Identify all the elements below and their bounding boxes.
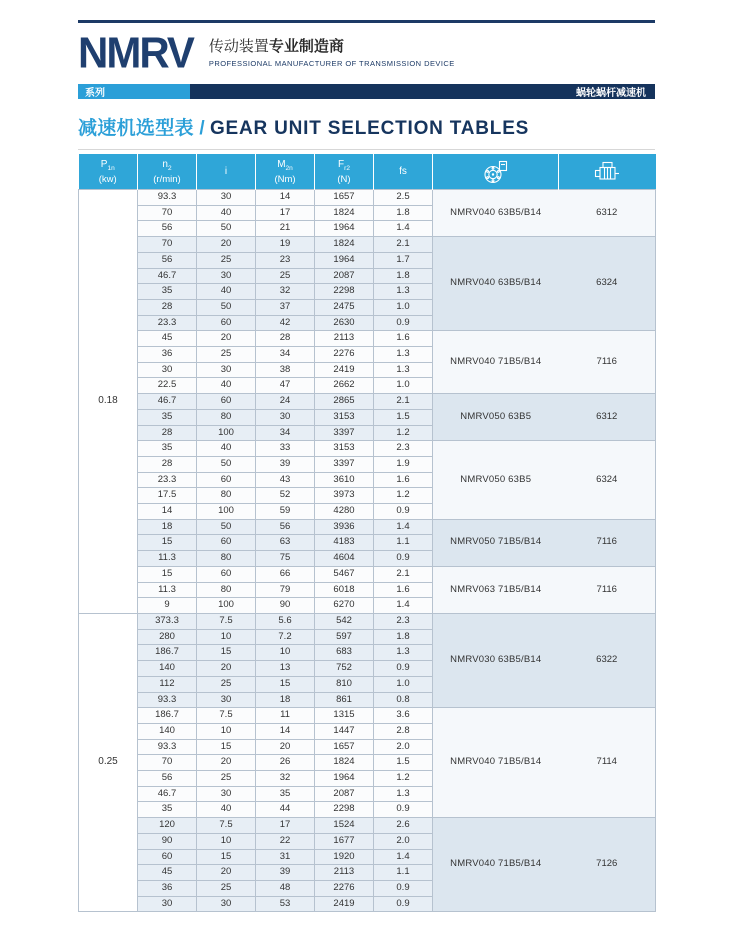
cell-fr2: 1315	[315, 708, 374, 724]
cell-m2n: 17	[256, 818, 315, 834]
col-header-torque: $M_{2n}$ (Nm)	[256, 154, 315, 190]
series-label: 系列	[78, 84, 190, 99]
cell-fr2: 3973	[315, 488, 374, 504]
cell-fs: 0.9	[374, 802, 433, 818]
cell-i: 50	[197, 519, 256, 535]
cell-m2n: 39	[256, 456, 315, 472]
bearing-cell: 6312	[559, 190, 656, 237]
cell-n2: 23.3	[138, 472, 197, 488]
col-header-power: $P_{1n}$ (kw)	[79, 154, 138, 190]
cell-n2: 56	[138, 221, 197, 237]
cell-m2n: 32	[256, 771, 315, 787]
cell-fr2: 861	[315, 692, 374, 708]
cell-m2n: 19	[256, 237, 315, 253]
cell-fs: 1.3	[374, 362, 433, 378]
cell-m2n: 18	[256, 692, 315, 708]
cell-n2: 70	[138, 755, 197, 771]
cell-fs: 2.0	[374, 739, 433, 755]
col-header-radial-load: $F_{r2}$ (N)	[315, 154, 374, 190]
cell-fr2: 1964	[315, 221, 374, 237]
motor-icon	[592, 159, 622, 185]
cell-i: 15	[197, 645, 256, 661]
col-header-service-factor: fs	[374, 154, 433, 190]
cell-n2: 35	[138, 802, 197, 818]
cell-fs: 2.0	[374, 833, 433, 849]
cell-m2n: 11	[256, 708, 315, 724]
cell-m2n: 33	[256, 441, 315, 457]
cell-fr2: 2276	[315, 347, 374, 363]
cell-fr2: 1677	[315, 833, 374, 849]
bearing-cell: 6322	[559, 613, 656, 707]
cell-m2n: 20	[256, 739, 315, 755]
cell-fs: 1.8	[374, 268, 433, 284]
table-row	[79, 708, 656, 724]
cell-fs: 2.6	[374, 818, 433, 834]
product-category-label: 蜗轮蜗杆减速机	[190, 84, 655, 99]
cell-n2: 45	[138, 865, 197, 881]
cell-i: 7.5	[197, 613, 256, 629]
cell-fr2: 542	[315, 613, 374, 629]
cell-m2n: 75	[256, 551, 315, 567]
cell-fr2: 3153	[315, 441, 374, 457]
cell-n2: 36	[138, 880, 197, 896]
cell-n2: 35	[138, 441, 197, 457]
cell-fs: 2.5	[374, 190, 433, 206]
cell-i: 80	[197, 582, 256, 598]
cell-fs: 2.3	[374, 613, 433, 629]
cell-m2n: 37	[256, 299, 315, 315]
cell-i: 7.5	[197, 818, 256, 834]
cell-n2: 46.7	[138, 786, 197, 802]
cell-fs: 1.5	[374, 755, 433, 771]
cell-fs: 1.6	[374, 331, 433, 347]
cell-fs: 1.3	[374, 284, 433, 300]
cell-fr2: 4183	[315, 535, 374, 551]
cell-i: 60	[197, 315, 256, 331]
bearing-cell: 7116	[559, 331, 656, 394]
gear-selection-table	[78, 154, 656, 912]
model-cell: NMRV063 71B5/B14	[433, 566, 559, 613]
cell-n2: 112	[138, 676, 197, 692]
model-cell: NMRV040 71B5/B14	[433, 708, 559, 818]
cell-fs: 1.6	[374, 472, 433, 488]
cell-fs: 0.9	[374, 315, 433, 331]
cell-i: 60	[197, 566, 256, 582]
cell-m2n: 79	[256, 582, 315, 598]
cell-m2n: 44	[256, 802, 315, 818]
cell-n2: 15	[138, 535, 197, 551]
cell-m2n: 63	[256, 535, 315, 551]
table-row	[79, 566, 656, 582]
cell-i: 60	[197, 472, 256, 488]
cell-n2: 70	[138, 237, 197, 253]
cell-fs: 1.0	[374, 676, 433, 692]
cell-m2n: 15	[256, 676, 315, 692]
cell-i: 25	[197, 252, 256, 268]
cell-m2n: 13	[256, 661, 315, 677]
cell-n2: 140	[138, 723, 197, 739]
table-row	[79, 818, 656, 834]
cell-n2: 93.3	[138, 190, 197, 206]
tagline-cn-regular: 传动装置	[208, 38, 269, 55]
brand-logo: NMRV	[78, 28, 193, 77]
cell-n2: 93.3	[138, 692, 197, 708]
cell-m2n: 56	[256, 519, 315, 535]
cell-n2: 15	[138, 566, 197, 582]
cell-n2: 56	[138, 252, 197, 268]
cell-fr2: 1824	[315, 237, 374, 253]
cell-fs: 2.1	[374, 237, 433, 253]
cell-n2: 46.7	[138, 394, 197, 410]
cell-fs: 0.9	[374, 896, 433, 912]
cell-fr2: 1657	[315, 739, 374, 755]
bearing-cell: 6324	[559, 441, 656, 520]
cell-fr2: 2276	[315, 880, 374, 896]
cell-i: 60	[197, 535, 256, 551]
cell-fs: 2.1	[374, 394, 433, 410]
cell-n2: 11.3	[138, 582, 197, 598]
cell-fr2: 2113	[315, 865, 374, 881]
cell-fr2: 597	[315, 629, 374, 645]
cell-n2: 120	[138, 818, 197, 834]
cell-m2n: 59	[256, 504, 315, 520]
cell-n2: 186.7	[138, 708, 197, 724]
cell-fs: 1.7	[374, 252, 433, 268]
cell-i: 10	[197, 629, 256, 645]
cell-fr2: 3936	[315, 519, 374, 535]
page-title-en: GEAR UNIT SELECTION TABLES	[209, 118, 530, 139]
cell-i: 100	[197, 598, 256, 614]
cell-i: 30	[197, 362, 256, 378]
cell-m2n: 21	[256, 221, 315, 237]
model-cell: NMRV050 63B5	[433, 394, 559, 441]
cell-fs: 2.8	[374, 723, 433, 739]
cell-fs: 1.4	[374, 221, 433, 237]
cell-m2n: 14	[256, 190, 315, 206]
cell-m2n: 28	[256, 331, 315, 347]
cell-m2n: 17	[256, 205, 315, 221]
cell-i: 30	[197, 268, 256, 284]
cell-fs: 0.9	[374, 551, 433, 567]
cell-n2: 90	[138, 833, 197, 849]
cell-fr2: 2630	[315, 315, 374, 331]
cell-fr2: 3153	[315, 409, 374, 425]
cell-fr2: 2298	[315, 284, 374, 300]
cell-m2n: 10	[256, 645, 315, 661]
series-bar	[78, 84, 655, 99]
cell-i: 20	[197, 661, 256, 677]
cell-fr2: 5467	[315, 566, 374, 582]
cell-fr2: 3610	[315, 472, 374, 488]
model-cell: NMRV040 71B5/B14	[433, 331, 559, 394]
cell-fr2: 2113	[315, 331, 374, 347]
cell-m2n: 34	[256, 347, 315, 363]
cell-m2n: 35	[256, 786, 315, 802]
cell-fr2: 1964	[315, 771, 374, 787]
cell-i: 40	[197, 205, 256, 221]
cell-fr2: 2662	[315, 378, 374, 394]
cell-n2: 140	[138, 661, 197, 677]
cell-n2: 18	[138, 519, 197, 535]
cell-fr2: 4604	[315, 551, 374, 567]
cell-n2: 60	[138, 849, 197, 865]
cell-i: 40	[197, 284, 256, 300]
cell-fs: 1.0	[374, 299, 433, 315]
cell-fr2: 4280	[315, 504, 374, 520]
cell-fr2: 1447	[315, 723, 374, 739]
cell-fr2: 810	[315, 676, 374, 692]
cell-i: 100	[197, 425, 256, 441]
top-rule	[78, 20, 655, 23]
table-row	[79, 331, 656, 347]
cell-n2: 45	[138, 331, 197, 347]
bearing-cell: 7116	[559, 519, 656, 566]
cell-fs: 1.3	[374, 786, 433, 802]
bearing-cell: 7114	[559, 708, 656, 818]
cell-fs: 1.0	[374, 378, 433, 394]
cell-fs: 1.2	[374, 425, 433, 441]
cell-i: 25	[197, 347, 256, 363]
cell-m2n: 22	[256, 833, 315, 849]
cell-n2: 17.5	[138, 488, 197, 504]
cell-fs: 3.6	[374, 708, 433, 724]
cell-i: 40	[197, 802, 256, 818]
tagline-en: PROFESSIONAL MANUFACTURER OF TRANSMISSION DEVICE	[208, 59, 455, 68]
cell-fs: 1.4	[374, 849, 433, 865]
cell-fr2: 2419	[315, 896, 374, 912]
cell-fs: 1.2	[374, 771, 433, 787]
cell-i: 25	[197, 880, 256, 896]
cell-n2: 28	[138, 299, 197, 315]
cell-i: 7.5	[197, 708, 256, 724]
cell-fs: 0.9	[374, 661, 433, 677]
cell-m2n: 47	[256, 378, 315, 394]
cell-fs: 1.4	[374, 598, 433, 614]
power-value: 0.25	[79, 613, 138, 911]
cell-m2n: 26	[256, 755, 315, 771]
cell-m2n: 38	[256, 362, 315, 378]
cell-i: 25	[197, 676, 256, 692]
cell-n2: 56	[138, 771, 197, 787]
cell-fr2: 1964	[315, 252, 374, 268]
cell-fs: 0.9	[374, 880, 433, 896]
cell-n2: 93.3	[138, 739, 197, 755]
cell-n2: 14	[138, 504, 197, 520]
cell-fs: 2.1	[374, 566, 433, 582]
table-row	[79, 394, 656, 410]
cell-n2: 35	[138, 284, 197, 300]
cell-i: 50	[197, 299, 256, 315]
brand-tagline	[209, 31, 455, 68]
cell-n2: 186.7	[138, 645, 197, 661]
cell-fs: 1.1	[374, 535, 433, 551]
cell-i: 30	[197, 786, 256, 802]
gearbox-icon	[483, 159, 509, 185]
cell-n2: 30	[138, 896, 197, 912]
cell-i: 10	[197, 833, 256, 849]
cell-n2: 11.3	[138, 551, 197, 567]
model-cell: NMRV050 63B5	[433, 441, 559, 520]
cell-n2: 280	[138, 629, 197, 645]
cell-n2: 28	[138, 425, 197, 441]
cell-i: 20	[197, 865, 256, 881]
cell-n2: 36	[138, 347, 197, 363]
table-row	[79, 237, 656, 253]
cell-n2: 373.3	[138, 613, 197, 629]
cell-m2n: 34	[256, 425, 315, 441]
model-cell: NMRV050 71B5/B14	[433, 519, 559, 566]
cell-i: 20	[197, 755, 256, 771]
cell-m2n: 39	[256, 865, 315, 881]
cell-fr2: 1824	[315, 755, 374, 771]
cell-fs: 1.6	[374, 582, 433, 598]
cell-fr2: 683	[315, 645, 374, 661]
cell-m2n: 25	[256, 268, 315, 284]
cell-fs: 1.3	[374, 645, 433, 661]
cell-fs: 1.5	[374, 409, 433, 425]
cell-m2n: 24	[256, 394, 315, 410]
cell-m2n: 52	[256, 488, 315, 504]
cell-fs: 0.8	[374, 692, 433, 708]
cell-fr2: 2298	[315, 802, 374, 818]
cell-fr2: 2087	[315, 268, 374, 284]
cell-n2: 28	[138, 456, 197, 472]
col-header-motor-bearing	[559, 154, 656, 190]
cell-i: 30	[197, 190, 256, 206]
cell-fr2: 2475	[315, 299, 374, 315]
cell-fr2: 752	[315, 661, 374, 677]
bearing-cell: 7116	[559, 566, 656, 613]
cell-fs: 1.4	[374, 519, 433, 535]
cell-i: 50	[197, 221, 256, 237]
cell-fs: 1.8	[374, 205, 433, 221]
col-header-gearbox	[433, 154, 559, 190]
table-row	[79, 441, 656, 457]
cell-i: 80	[197, 409, 256, 425]
cell-i: 80	[197, 488, 256, 504]
cell-m2n: 14	[256, 723, 315, 739]
cell-i: 20	[197, 331, 256, 347]
cell-fr2: 1657	[315, 190, 374, 206]
cell-m2n: 5.6	[256, 613, 315, 629]
cell-i: 100	[197, 504, 256, 520]
bearing-cell: 6324	[559, 237, 656, 331]
cell-fr2: 3397	[315, 425, 374, 441]
cell-m2n: 53	[256, 896, 315, 912]
cell-fs: 1.9	[374, 456, 433, 472]
model-cell: NMRV040 63B5/B14	[433, 190, 559, 237]
cell-fs: 1.1	[374, 865, 433, 881]
col-header-speed: $n_2$ (r/min)	[138, 154, 197, 190]
cell-fr2: 1524	[315, 818, 374, 834]
cell-m2n: 90	[256, 598, 315, 614]
cell-fr2: 2087	[315, 786, 374, 802]
model-cell: NMRV040 71B5/B14	[433, 818, 559, 912]
cell-i: 15	[197, 739, 256, 755]
cell-fr2: 6018	[315, 582, 374, 598]
cell-fr2: 2419	[315, 362, 374, 378]
bearing-cell: 6312	[559, 394, 656, 441]
cell-m2n: 7.2	[256, 629, 315, 645]
power-value: 0.18	[79, 190, 138, 614]
tagline-cn-bold: 专业制造商	[268, 38, 344, 55]
page-title	[78, 113, 655, 150]
table-row	[79, 613, 656, 629]
cell-i: 40	[197, 378, 256, 394]
brand-header	[78, 28, 655, 77]
cell-i: 15	[197, 849, 256, 865]
cell-fr2: 3397	[315, 456, 374, 472]
cell-n2: 9	[138, 598, 197, 614]
cell-i: 80	[197, 551, 256, 567]
cell-m2n: 42	[256, 315, 315, 331]
cell-m2n: 43	[256, 472, 315, 488]
cell-n2: 22.5	[138, 378, 197, 394]
cell-i: 20	[197, 237, 256, 253]
cell-m2n: 31	[256, 849, 315, 865]
col-header-ratio: i	[197, 154, 256, 190]
cell-fs: 1.3	[374, 347, 433, 363]
cell-m2n: 32	[256, 284, 315, 300]
cell-i: 10	[197, 723, 256, 739]
cell-n2: 30	[138, 362, 197, 378]
cell-n2: 35	[138, 409, 197, 425]
cell-m2n: 66	[256, 566, 315, 582]
model-cell: NMRV030 63B5/B14	[433, 613, 559, 707]
cell-fs: 0.9	[374, 504, 433, 520]
page-title-cn: 减速机选型表 /	[78, 118, 205, 139]
cell-i: 30	[197, 692, 256, 708]
cell-n2: 70	[138, 205, 197, 221]
cell-fs: 1.2	[374, 488, 433, 504]
cell-i: 60	[197, 394, 256, 410]
cell-m2n: 48	[256, 880, 315, 896]
cell-fs: 2.3	[374, 441, 433, 457]
cell-n2: 46.7	[138, 268, 197, 284]
table-row	[79, 519, 656, 535]
cell-n2: 23.3	[138, 315, 197, 331]
table-row	[79, 190, 656, 206]
cell-m2n: 23	[256, 252, 315, 268]
cell-fr2: 2865	[315, 394, 374, 410]
bearing-cell: 7126	[559, 818, 656, 912]
cell-fr2: 6270	[315, 598, 374, 614]
table-header-row	[79, 154, 656, 190]
cell-i: 50	[197, 456, 256, 472]
tagline-cn	[209, 38, 455, 56]
cell-i: 40	[197, 441, 256, 457]
cell-fs: 1.8	[374, 629, 433, 645]
cell-i: 30	[197, 896, 256, 912]
cell-fr2: 1920	[315, 849, 374, 865]
cell-m2n: 30	[256, 409, 315, 425]
cell-i: 25	[197, 771, 256, 787]
cell-fr2: 1824	[315, 205, 374, 221]
model-cell: NMRV040 63B5/B14	[433, 237, 559, 331]
